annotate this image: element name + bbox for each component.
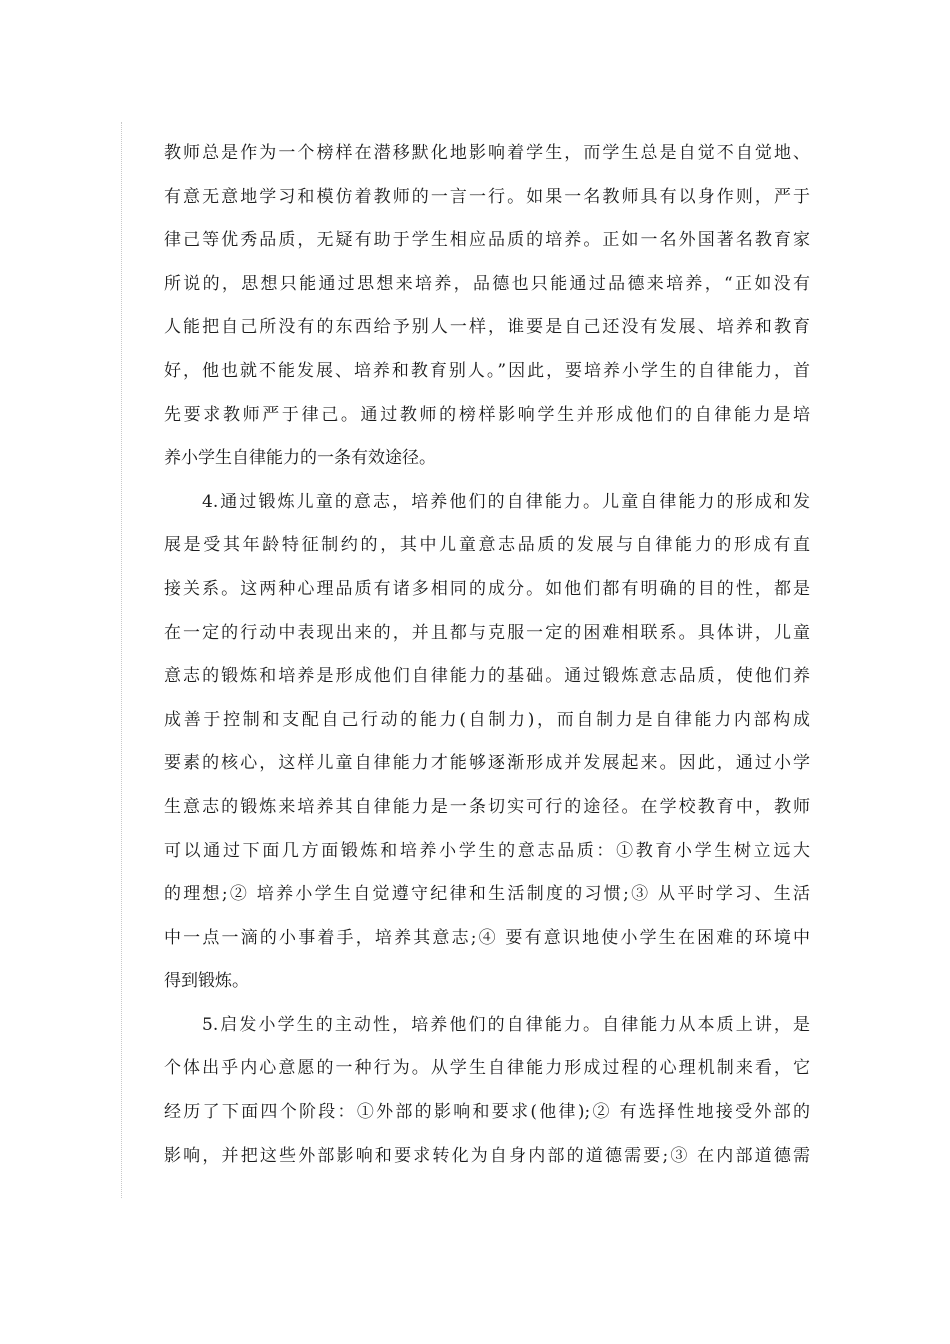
text-line: 养小学生自律能力的一条有效途径。: [164, 448, 436, 469]
text-line: 律己等优秀品质，无疑有助于学生相应品质的培养。正如一名外国著名教育家: [164, 230, 810, 251]
paragraph-1: [164, 132, 810, 481]
body-text: [164, 132, 810, 1178]
text-line: 所说的，思想只能通过思想来培养，品德也只能通过品德来培养，“正如没有: [164, 273, 810, 294]
text-line: 个体出乎内心意愿的一种行为。从学生自律能力形成过程的心理机制来看，它: [164, 1058, 810, 1079]
text-line: 好，他也就不能发展、培养和教育别人。”因此，要培养小学生的自律能力，首: [164, 360, 810, 381]
text-line: 接关系。这两种心理品质有诸多相同的成分。如他们都有明确的目的性，都是: [164, 578, 810, 599]
text-line: 先要求教师严于律己。通过教师的榜样影响学生并形成他们的自律能力是培: [164, 404, 810, 425]
text-line: 人能把自己所没有的东西给予别人一样，谁要是自己还没有发展、培养和教育: [164, 317, 810, 338]
paragraph-2: [164, 481, 810, 1004]
text-line: 5.启发小学生的主动性，培养他们的自律能力。自律能力从本质上讲，是: [202, 1014, 810, 1035]
text-line: 意志的锻炼和培养是形成他们自律能力的基础。通过锻炼意志品质，使他们养: [164, 666, 810, 687]
text-line: 生意志的锻炼来培养其自律能力是一条切实可行的途径。在学校教育中，教师: [164, 796, 810, 817]
text-line: 的理想;② 培养小学生自觉遵守纪律和生活制度的习惯;③ 从平时学习、生活: [164, 884, 810, 905]
text-line: 教师总是作为一个榜样在潜移默化地影响着学生，而学生总是自觉不自觉地、: [164, 143, 810, 163]
margin-guide-line: [121, 122, 122, 1198]
paragraph-3: [164, 1004, 810, 1178]
text-line: 可以通过下面几方面锻炼和培养小学生的意志品质：①教育小学生树立远大: [164, 840, 810, 861]
text-line: 得到锻炼。: [164, 971, 249, 992]
text-line: 影响，并把这些外部影响和要求转化为自身内部的道德需要;③ 在内部道德需: [164, 1145, 810, 1166]
text-line: 在一定的行动中表现出来的，并且都与克服一定的困难相联系。具体讲，儿童: [164, 622, 810, 643]
text-line: 经历了下面四个阶段：①外部的影响和要求(他律);② 有选择性地接受外部的: [164, 1102, 810, 1123]
text-line: 4.通过锻炼儿童的意志，培养他们的自律能力。儿童自律能力的形成和发: [202, 491, 810, 512]
text-line: 中一点一滴的小事着手，培养其意志;④ 要有意识地使小学生在困难的环境中: [164, 927, 810, 948]
text-line: 成善于控制和支配自己行动的能力(自制力)，而自制力是自律能力内部构成: [164, 709, 810, 730]
text-line: 展是受其年龄特征制约的，其中儿童意志品质的发展与自律能力的形成有直: [164, 535, 810, 556]
text-line: 有意无意地学习和模仿着教师的一言一行。如果一名教师具有以身作则，严于: [164, 186, 810, 207]
text-line: 要素的核心，这样儿童自律能力才能够逐渐形成并发展起来。因此，通过小学: [164, 753, 810, 774]
